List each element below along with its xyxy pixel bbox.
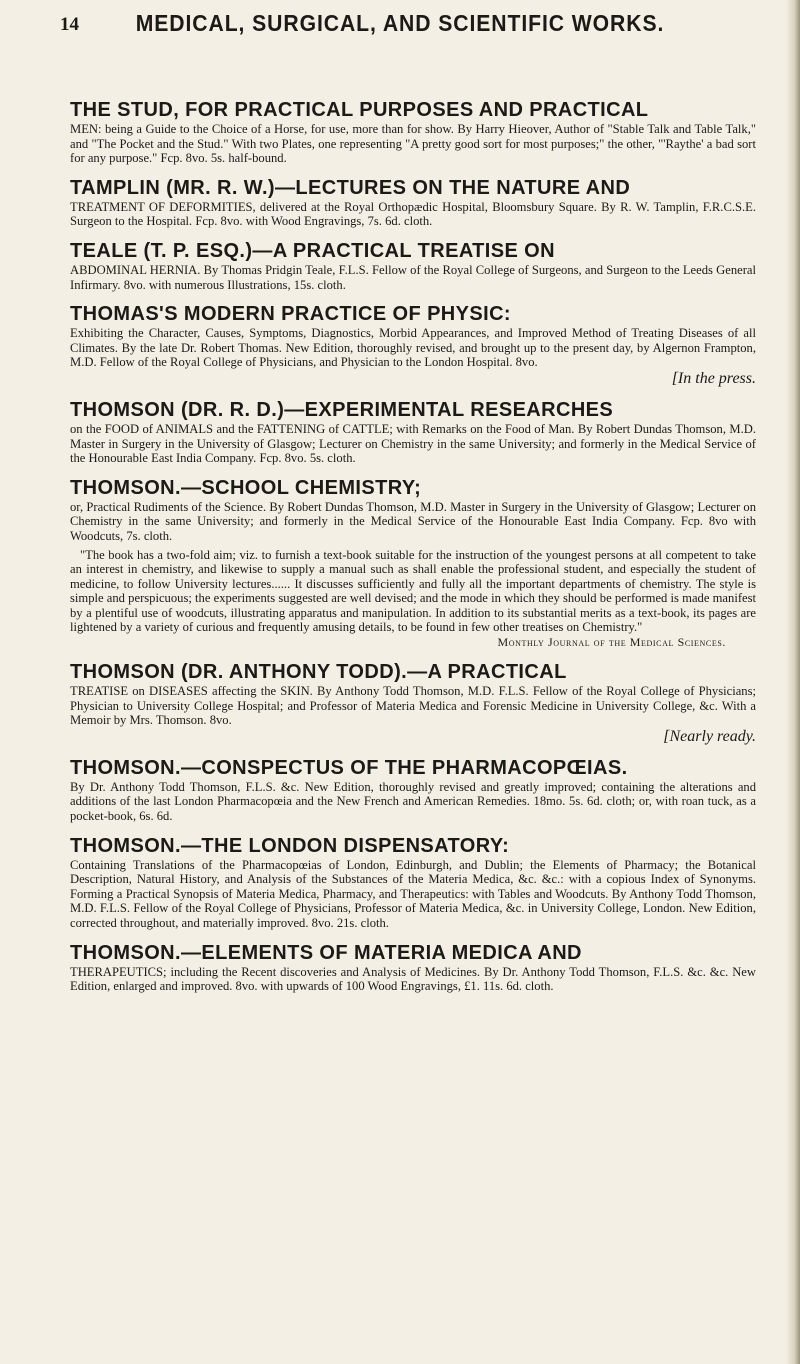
entry-body: TREATISE on DISEASES affecting the SKIN. By Anthony Todd Thomson, M.D. F.L.S. Fellow of the Royal College of Physicians; Physician to University College Hospital; and Professor of Materia Medica and Forensic Medicine in University College, &c. With a Memoir by Mrs. Thomson. 8vo.	[70, 684, 756, 728]
entry-body: Exhibiting the Character, Causes, Symptoms, Diagnostics, Morbid Appearances, and Improved Method of Treating Diseases of all Climates. By the late Dr. Robert Thomas. New Edition, thoroughly revised, and brought up to the present day, by Algernon Frampton, M.D. Fellow of the Royal College of Physicians, and Physician to the London Hospital. 8vo.	[70, 326, 756, 370]
entry-body: on the FOOD of ANIMALS and the FATTENING of CATTLE; with Remarks on the Food of Man. By Robert Dundas Thomson, M.D. Master in Surgery in the University of Glasgow; Lecturer on Chemistry in the same University; and formerly in the Medical Service of the Honourable East India Company. Fcp. 8vo. 5s. cloth.	[70, 421, 756, 466]
entry-body: THERAPEUTICS; including the Recent discoveries and Analysis of Medicines. By Dr. Anthony Todd Thomson, F.L.S. &c. &c. New Edition, enlarged and improved. 8vo. with upwards of 100 Wood Engravings, £1. 11s. 6d. cloth.	[70, 964, 756, 994]
catalogue-entry-thomas-physic	[70, 302, 756, 388]
publication-status-note: [Nearly ready.	[663, 727, 756, 745]
page-number: 14	[60, 14, 79, 35]
entry-title: THOMSON.—THE LONDON DISPENSATORY:	[70, 834, 510, 857]
entry-body: TREATMENT OF DEFORMITIES, delivered at the Royal Orthopædic Hospital, Bloomsbury Square. By R. W. Tamplin, F.R.C.S.E. Surgeon to the Hospital. Fcp. 8vo. with Wood Engravings, 7s. 6d. cloth.	[70, 199, 756, 229]
running-title: MEDICAL, SURGICAL, AND SCIENTIFIC WORKS.	[135, 10, 665, 36]
catalogue-entry-teale	[70, 239, 756, 292]
entry-title: TEALE (T. P. ESQ.)—A PRACTICAL TREATISE ON	[70, 239, 555, 262]
catalogue-entry-stud	[70, 98, 756, 166]
review-quote: "The book has a two-fold aim; viz. to furnish a text-book suitable for the instruction of the youngest persons at all competent to take an interest in chemistry, and likewise to supply a manual such as shall enable the professional student, and especially the student of medicine, to follow University lectures...... It discusses sufficiently and fully all the important departments of chemistry. The style is simple and perspicuous; the experiments suggested are well devised; and the mode in which they should be performed is made manifest by a plentiful use of woodcuts, illustrating apparatus and manipulation. In addition to its substantial merits as a text-book, its pages are lightened by a variety of curious and frequently amusing details, to be found in few other treatises on Chemistry."	[70, 547, 756, 635]
entry-title: THOMSON (DR. R. D.)—EXPERIMENTAL RESEARCHES	[70, 398, 614, 421]
page-header	[60, 8, 740, 48]
catalogue-entry-skin-diseases	[70, 660, 756, 746]
entry-title: THOMSON.—ELEMENTS OF MATERIA MEDICA AND	[70, 941, 582, 964]
entry-body: Containing Translations of the Pharmacopœias of London, Edinburgh, and Dublin; the Elements of Pharmacy; the Botanical Description, Natural History, and Analysis of the Substances of the Materia Medica, &c. &c.: with a copious Index of Synonyms. Forming a Practical Synopsis of Materia Medica, Pharmacy, and Therapeutics: with Tables and Woodcuts. By Anthony Todd Thomson, M.D. F.L.S. Fellow of the Royal College of Physicians, Professor of Materia Medica, &c. in University College, London. New Edition, corrected throughout, and materially improved. 8vo. 21s. cloth.	[70, 857, 756, 930]
entry-body: ABDOMINAL HERNIA. By Thomas Pridgin Teale, F.L.S. Fellow of the Royal College of Surgeons, and Surgeon to the Leeds General Infirmary. 8vo. with numerous Illustrations, 15s. cloth.	[70, 262, 756, 292]
entry-title: THOMSON.—SCHOOL CHEMISTRY;	[70, 476, 422, 499]
page-edge	[786, 0, 800, 1364]
entry-title: THOMSON.—CONSPECTUS OF THE PHARMACOPŒIAS.	[70, 756, 628, 779]
catalogue-entry-thomson-researches	[70, 398, 756, 466]
entry-title: THE STUD, FOR PRACTICAL PURPOSES AND PRACTICAL	[70, 99, 649, 121]
catalogue-entry-materia-medica	[70, 941, 756, 994]
entry-title: TAMPLIN (MR. R. W.)—LECTURES ON THE NATURE AND	[70, 176, 631, 199]
entry-body: or, Practical Rudiments of the Science. By Robert Dundas Thomson, M.D. Master in Surgery in the University of Glasgow; Lecturer on Chemistry in the same University; and formerly in the Medical Service of the Honourable East India Company. Fcp. 8vo with Woodcuts, 7s. cloth.	[70, 499, 756, 543]
entry-body: MEN: being a Guide to the Choice of a Horse, for use, more than for show. By Harry Hieover, Author of "Stable Talk and Table Talk," and "The Pocket and the Stud." With two Plates, one representing "A pretty good sort for most purposes;" the other, "'Raythe' a bad sort for any purpose." Fcp. 8vo. 5s. half-bound.	[70, 122, 756, 166]
entry-body: By Dr. Anthony Todd Thomson, F.L.S. &c. New Edition, thoroughly revised and greatly improved; containing the alterations and additions of the last London Pharmacopœia and the New French and American Remedies. 18mo. 5s. 6d. cloth; or, with roan tuck, as a pocket-book, 6s. 6d.	[70, 779, 756, 824]
entry-title: THOMAS'S MODERN PRACTICE OF PHYSIC:	[70, 303, 511, 326]
review-source: Monthly Journal of the Medical Sciences.	[497, 635, 726, 650]
entry-title: THOMSON (DR. ANTHONY TODD).—A PRACTICAL	[70, 661, 567, 684]
publication-status-note: [In the press.	[671, 369, 756, 387]
catalogue-entry-conspectus	[70, 756, 756, 824]
catalogue-entry-school-chemistry	[70, 476, 756, 650]
catalogue-entry-tamplin	[70, 176, 756, 229]
catalogue-list	[70, 98, 756, 1004]
catalogue-entry-dispensatory	[70, 834, 756, 931]
